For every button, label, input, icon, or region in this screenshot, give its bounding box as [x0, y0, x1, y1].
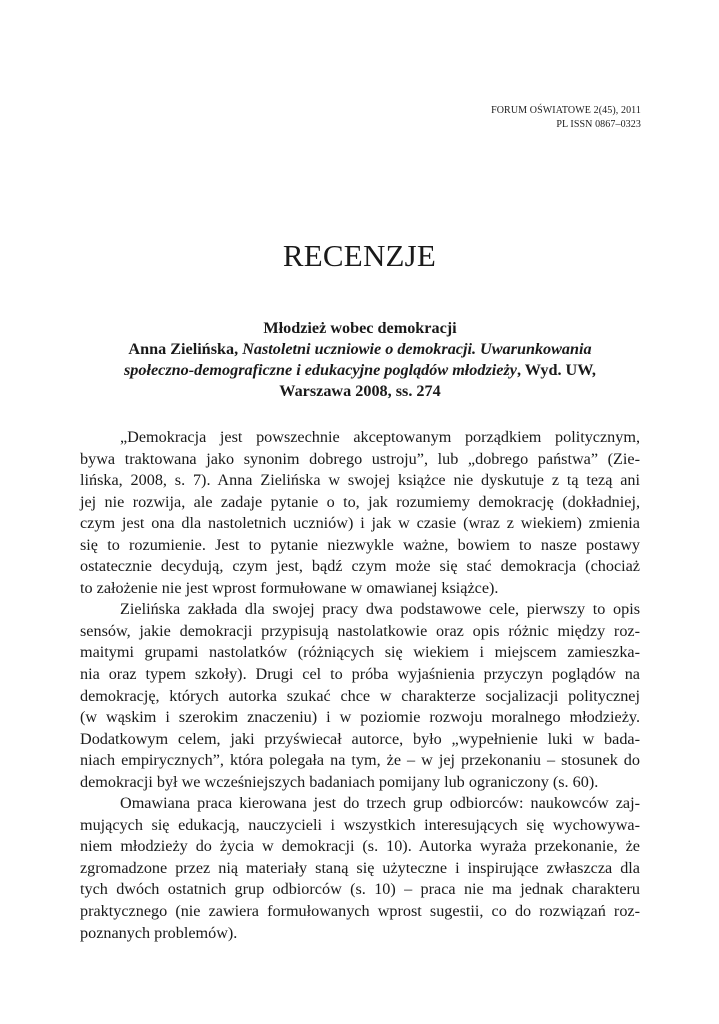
- text-line: lińska, 2008, s. 7). Anna Zielińska w swojej książce nie dyskutuje z tą tezą ani: [80, 471, 640, 490]
- book-title-part-1: Nastoletni uczniowie o demokracji. Uwarunkowania: [242, 340, 592, 358]
- issn-info: PL ISSN 0867–0323: [556, 119, 641, 130]
- text-line: (w wąskim i szerokim znaczeniu) i w poziomie rozwoju moralnego młodzieży.: [80, 708, 640, 727]
- place-and-pages: Warszawa 2008, ss. 274: [279, 382, 441, 400]
- text-line: maitymi grupami nastolatków (różniących się wiekiem i miejscem zamieszka-: [80, 643, 640, 662]
- text-line: Zielińska zakłada dla swojej pracy dwa podstawowe cele, pierwszy to opis: [120, 600, 640, 619]
- review-body: [80, 427, 640, 944]
- text-line: demokracji był we wcześniejszych badaniach pomijany lub ograniczony (s. 60).: [80, 772, 599, 791]
- running-header: [491, 104, 641, 132]
- publisher: , Wyd. UW,: [516, 361, 596, 379]
- journal-info: FORUM OŚWIATOWE 2(45), 2011: [491, 105, 641, 116]
- text-line: „Demokracja jest powszechnie akceptowanym porządkiem politycznym,: [120, 428, 640, 446]
- text-line: to założenie nie jest wprost formułowane w omawianej książce).: [80, 578, 499, 597]
- text-line: bywa traktowana jako synonim dobrego ustroju”, lub „dobrego państwa” (Zie-: [80, 449, 640, 468]
- text-line: niem młodzieży do życia w demokracji (s. 10). Autorka wyraża przekonanie, że: [80, 837, 640, 856]
- paragraph: [80, 427, 640, 599]
- author-name: Anna Zielińska,: [128, 340, 243, 358]
- text-line: ostatecznie decydują, czym jest, bądź czym może się stać demokracja (chociaż: [80, 557, 640, 576]
- text-line: Omawiana praca kierowana jest do trzech grup odbiorców: naukowców zaj-: [120, 794, 640, 813]
- text-line: zgromadzone przez nią materiały staną się użyteczne i inspirujące zwłaszcza dla: [80, 858, 640, 877]
- text-line: praktycznego (nie zawiera formułowanych wprost sugestii, co do rozwiązań roz-: [80, 902, 640, 921]
- bibliographic-line-1: [80, 339, 640, 360]
- text-line: demokrację, których autorka szukać chce w charakterze socjalizacji politycznej: [80, 686, 640, 705]
- paragraph: [80, 599, 640, 793]
- paragraph: [80, 793, 640, 944]
- text-line: poznanych problemów).: [80, 923, 238, 942]
- review-title: Młodzież wobec demokracji: [263, 319, 457, 337]
- text-line: czym jest ona dla nastoletnich uczniów) i jak w czasie (wraz z wiekiem) zmienia: [80, 514, 640, 533]
- text-line: tych dwóch ostatnich grup odbiorców (s. 10) – praca nie ma jednak charakteru: [80, 880, 640, 899]
- text-line: sensów, jakie demokracji przypisują nastolatkowie oraz opis różnic między roz-: [80, 621, 640, 640]
- book-title-part-2: społeczno-demograficzne i edukacyjne poglądów młodzieży: [124, 361, 517, 379]
- text-line: nia oraz typem szkoły). Drugi cel to próba wyjaśnienia przyczyn poglądów na: [80, 665, 640, 684]
- section-title: RECENZJE: [282, 238, 437, 273]
- text-line: się to rozumienie. Jest to pytanie niezwykle ważne, bowiem to nasze postawy: [80, 535, 640, 554]
- text-line: mujących się edukacją, nauczycieli i wszystkich interesujących się wychowywa-: [80, 815, 640, 834]
- text-line: Dodatkowym celem, jaki przyświecał autorce, było „wypełnienie luki w bada-: [80, 729, 640, 748]
- bibliographic-line-2: [80, 360, 640, 381]
- text-line: niach empirycznych”, która polegała na tym, że – w jej przekonaniu – stosunek do: [80, 751, 640, 770]
- text-line: jej nie rozwija, ale zadaje pytanie o to, jak rozumiemy demokrację (dokładniej,: [80, 492, 640, 511]
- review-heading: [80, 318, 640, 402]
